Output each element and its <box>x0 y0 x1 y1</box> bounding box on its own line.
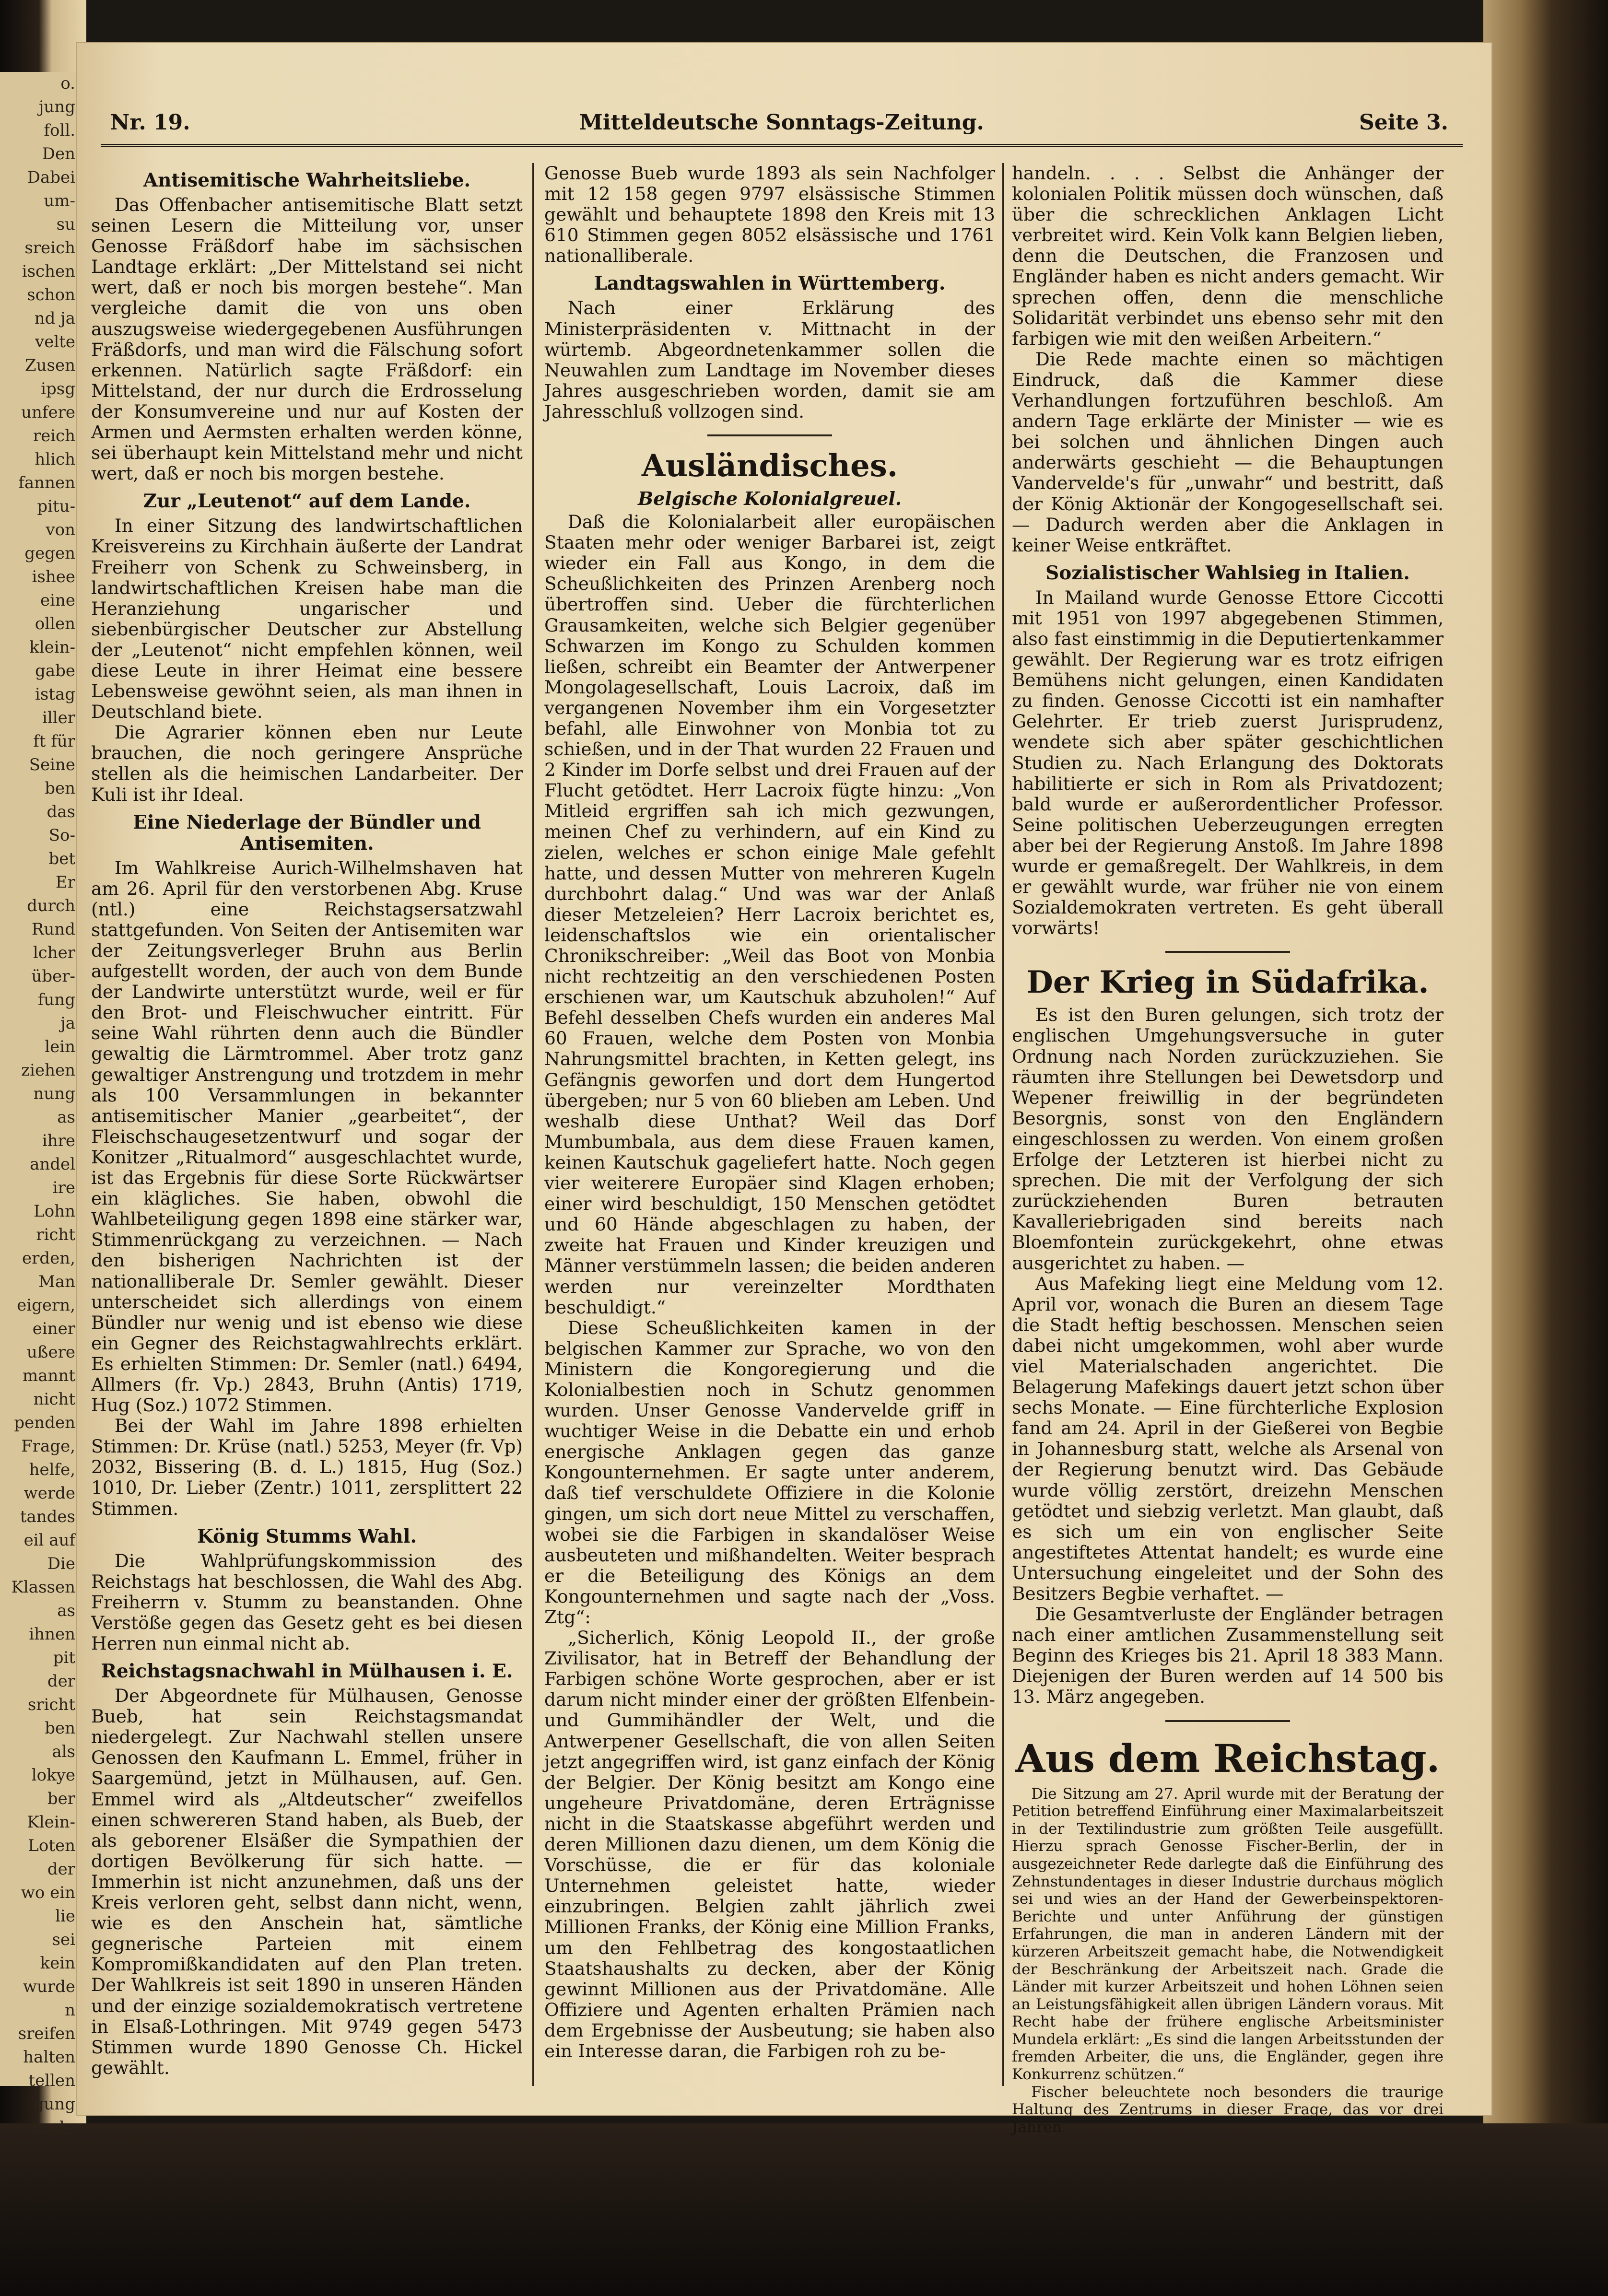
article-paragraph: Die Sitzung am 27. April wurde mit der Beratung der Petition betreffend Einführung einer Maximalarbeitszeit in der Textilindustrie zum größten Teile ausgefüllt. Hierzu sprach Genosse Fischer-Berlin, der in ausgezeichneter Rede darlegte daß die Einführung des Zehnstundentages in dieser Industrie durchaus möglich sei und wies an der Hand der Gewerbeinspektoren-Berichte und unter Anführung der günstigen Erfahrungen, die man in anderen Ländern mit der kürzeren Arbeitszeit gemacht habe, die Notwendigkeit der Beschränkung der Arbeitszeit nach. Grade die Länder mit kurzer Arbeitszeit und hohen Löhnen seien an Leistungsfähigkeit allen übrigen Ländern voraus. Mit Recht habe der frühere englische Arbeitsminister Mundela erklärt: „Es sind die langen Arbeitsstunden der fremden Arbeiter, die uns, die Engländer, gegen ihre Konkurrenz schützen.“ <box>1012 1785 1444 2084</box>
article-paragraph: Genosse Bueb wurde 1893 als sein Nachfolger mit 12 158 gegen 9797 elsässische Stimmen gewählt und behauptete 1898 den Kreis mit 13 610 Stimmen gegen 8052 elsässische und 1761 nationalliberale. <box>544 163 995 267</box>
article-heading: König Stumms Wahl. <box>197 1525 417 1547</box>
article-paragraph: Im Wahlkreise Aurich-Wilhelmshaven hat am 26. April für den verstorbenen Abg. Kruse (ntl.) eine Reichstagsersatzwahl stattgefunden. Von Seiten der Antisemiten war der Zeitungsverleger Bruhn aus Berlin aufgestellt worden, der auch von dem Bunde der Landwirte unterstützt wurde, weil er für den Brot- und Fleischwucher eintritt. Für seine Wahl rührten denn auch die Bündler gewaltig die Lärmtrommel. Aber trotz ganz gewaltiger Anstrengung und trotzdem in mehr als 100 Versammlungen in bekannter antisemitischer Manier „gearbeitet“, der Fleischschaugesetzentwurf und sogar der Konitzer „Ritualmord“ ausgeschlachtet wurde, ist das Ergebnis für diese Sorte Rückwärtser ein klägliches. Sie haben, obwohl die Wahlbeteiligung gegen 1898 eine stärker war, Stimmenrückgang zu verzeichnen. — Nach den bisherigen Nachrichten ist der nationalliberale Dr. Semler gewählt. Dieser unterscheidet sich allerdings von einem Bündler nur wenig und ist ebenso wie diese ein Gegner des Reichstagwahlrechts erklärt. Es erhielten Stimmen: Dr. Semler (natl.) 6494, Allmers (fr. Vp.) 2843, Bruhn (Antis) 1719, Hug (Soz.) 1072 Stimmen. <box>91 857 523 1416</box>
article-heading: Landtagswahlen in Württemberg. <box>594 272 946 295</box>
neighbor-page-fragment: Die <box>47 1554 75 1573</box>
neighbor-page-fragment: as <box>57 1601 75 1620</box>
article-paragraph: Diese Scheußlichkeiten kamen in der belgischen Kammer zur Sprache, wo von den Ministern die Kongoregierung und die Kolonialbestien noch in Schutz genommen wurden. Unser Genosse Vandervelde griff in wuchtiger Weise in die Debatte ein und erhob energische Anklagen gegen das ganze Kongounternehmen. Er sagte unter anderem, daß tief verschuldete Offiziere in die Kolonie gingen, um sich dort neue Mittel zu verschaffen, wobei sie die Farbigen in skandalöser Weise ausbeuteten und mißhandelten. Weiter besprach er die Beteiligung des Königs an dem Kongounternehmen und sagte nach der „Voss. Ztg“: <box>544 1317 995 1628</box>
neighbor-page-fragment: ft für <box>33 732 75 751</box>
article-paragraph: Die Rede machte einen so mächtigen Eindruck, daß die Kammer diese Verhandlungen fortzuführen beschloß. Am andern Tage erklärte der Minister — wie es bei solchen und ähnlichen Dingen auch anderwärts geschieht — die Behauptungen Vandervelde's für „unwahr“ und bestritt, daß der König Aktionär der Kongogesellschaft sei. — Dadurch werden aber die Anklagen in keiner Weise entkräftet. <box>1012 348 1444 556</box>
neighbor-page-fragment: kein <box>40 1954 75 1973</box>
column-rule <box>532 163 534 2086</box>
article-paragraph: Daß die Kolonialarbeit aller europäischen Staaten mehr oder weniger Barbarei ist, zeigt wieder ein Fall aus Kongo, in dem die Scheußlichkeiten des Prinzen Arenberg noch übertroffen sind. Ueber die fürchterlichen Grausamkeiten, welche sich Belgier gegenüber Schwarzen im Kongo zu Schulden kommen ließen, schreibt ein Beamter der Antwerpener Mongolagesellschaft, Louis Lacroix, daß im vergangenen November ihm ein Vorgesetzter befahl, alle Einwohner von Monbia tot zu schießen, und in der That wurden 22 Frauen und 2 Kinder im Dorfe selbst und drei Frauen auf der Flucht getödtet. Herr Lacroix fügte hinzu: „Von Mitleid ergriffen sah ich mich gezwungen, meinen Chef zu verhindern, auf ein Kind zu zielen, welches er schon einige Male gefehlt hatte, und dessen Mutter von mehreren Kugeln durchbohrt dalag.“ Und was war der Anlaß dieser Metzeleien? Herr Lacroix berichtet es, leidenschaftslos wie ein orientalischer Chronikschreiber: „Weil das Boot von Monbia nicht rechtzeitig an den verschiedenen Posten erschienen war, um Kautschuk abzuholen!“ Auf Befehl desselben Chefs wurden ein anderes Mal 60 Frauen, welche dem Posten von Monbia Nahrungsmittel brachten, in Ketten gelegt, ins Gefängnis geworfen und dort dem Hungertod übergeben; nur 5 von 60 blieben am Leben. Und weshalb diese Unthat? Weil das Dorf Mumbumbala, aus dem diese Frauen kamen, keinen Kautschuk gageliefert hatte. Noch gegen vier weiterere Europäer sind Klagen erhoben; einer wird beschuldigt, 150 Menschen getödtet und 60 Hände abgeschlagen zu haben, der zweite hat Frauen und Kinder kreuzigen und Männer verstümmeln lassen; die beiden anderen werden nur vereinzelter Mordthaten beschuldigt.“ <box>544 511 995 1318</box>
article-heading: Sozialistischer Wahlsieg in Italien. <box>1045 562 1410 584</box>
article-paragraph: Die Gesamtverluste der Engländer betragen nach einer amtlichen Zusammenstellung seit Beginn des Krieges bis 21. April 18 383 Mann. Diejenigen der Buren werden auf 14 500 bis 13. März angegeben. <box>1012 1604 1444 1708</box>
article-heading: Zur „Leutenot“ auf dem Lande. <box>143 490 471 513</box>
neighbor-page-fragment: ben <box>45 1719 75 1738</box>
neighbor-page-fragment: werde <box>23 1484 75 1503</box>
neighbor-page-fragment: unfere <box>21 403 75 422</box>
neighbor-page-fragment: ollen <box>35 614 75 633</box>
neighbor-page-fragment: reich <box>33 426 75 445</box>
neighbor-page-fragment: istag <box>35 685 75 704</box>
article-paragraph: Der Abgeordnete für Mülhausen, Genosse Bueb, hat sein Reichstagsmandat niedergelegt. Zur Nachwahl stellen unsere Genossen den Kaufmann L. Emmel, früher in Saargemünd, jetzt in Mülhausen, auf. Gen. Emmel wird als „Altdeutscher“ zweifellos einen schwereren Stand haben, als Bueb, der als geborener Elsäßer die Sympathien der dortigen Bevölkerung für sich hatte. — Immerhin ist nicht anzunehmen, daß uns der Kreis verloren geht, selbst dann nicht, wenn, wie es den Anschein hat, sämtliche gegnerische Parteien mit einem Kompromißkandidaten auf den Plan treten. Der Wahlkreis ist seit 1890 in unseren Händen und der einzige sozialdemokratisch vertretene in Elsaß-Lothringen. Mit 9749 gegen 5473 Stimmen wurde 1890 Genosse Ch. Hickel gewählt. <box>91 1685 523 2078</box>
neighbor-page-fragment: ihre <box>42 1131 75 1150</box>
neighbor-page-fragment: von <box>46 520 75 539</box>
column-3 <box>1012 163 1444 2136</box>
column-rule <box>1002 163 1004 2086</box>
article-paragraph: Aus Mafeking liegt eine Meldung vom 12. April vor, wonach die Buren an diesem Tage die Stadt heftig beschossen. Menschen seien dabei nicht umgekommen, wohl aber wurde viel Materialschaden angerichtet. Die Belagerung Mafekings dauert jetzt schon über sechs Monate. — Eine fürchterliche Explosion fand am 24. April in der Gießerei von Begbie in Johannesburg statt, welche als Arsenal von der Regierung benutzt wird. Das Gebäude wurde völlig zerstört, dreizehn Menschen getödtet und siebzig verletzt. Man glaubt, daß es sich um ein von englischer Seite angestiftetes Attentat handelt; es wurde eine Untersuchung eingeleitet und der Sohn des Besitzers Begbie verhaftet. — <box>1012 1273 1444 1604</box>
neighbor-page-fragment: Klassen <box>11 1578 75 1597</box>
neighbor-page-fragment: wo ein <box>21 1883 75 1902</box>
neighbor-page-fragment: Klein- <box>27 1813 75 1832</box>
neighbor-page-fragment: lie <box>55 1907 75 1926</box>
neighbor-page-fragment: schon <box>27 285 75 305</box>
neighbor-page-fragment: ja <box>60 1014 75 1033</box>
neighbor-page-fragment: wurde <box>23 1977 75 1996</box>
article-paragraph: Nach einer Erklärung des Ministerpräsidenten v. Mittnacht in der würtemb. Abgeordnetenkammer sollen die Neuwahlen zum Landtage im November dieses Jahres ausgeschrieben worden, damit sie am Jahresschluß vollzogen sind. <box>544 297 995 422</box>
neighbor-page-fragment: su <box>56 215 75 234</box>
neighbor-page-fragment: ußere <box>26 1343 75 1362</box>
neighbor-page-fragment: Seine <box>29 755 75 774</box>
section-heading: Ausländisches. <box>641 448 898 484</box>
neighbor-page-fragment: ishee <box>32 567 75 586</box>
article-paragraph: „Sicherlich, König Leopold II., der große Zivilisator, hat in Betreff der Behandlung der Farbigen schöne Worte gesprochen, aber er ist darum nicht minder einer der größten Elfenbein- und Gummihändler der Welt, und die Antwerpener Gesellschaft, die von allen Seiten jetzt angegriffen wird, ist ganz einfach der König der Belgier. Der König besitzt am Kongo eine ungeheure Privatdomäne, deren Erträgnisse nicht in die Staatskasse abgeführt werden und deren Millionen dazu dienen, um dem König die Vorschüsse, die er für das koloniale Unternehmen geleistet hatte, wieder einzubringen. Belgien zahlt jährlich zwei Millionen Franks, der König eine Million Franks, um den Fehlbetrag des kongostaatlichen Staatshaushalts zu decken, aber der König gewinnt Millionen aus der Privatdomäne. Alle Offiziere und Agenten erhalten Prämien nach dem Ergebnisse der Ausbeutung; sie haben also ein Interesse daran, die Farbigen roh zu be- <box>544 1627 995 2062</box>
section-heading: Aus dem Reichstag. <box>1015 1735 1440 1781</box>
neighbor-page-fragment: sreich <box>24 238 75 258</box>
article-subheading: Belgische Kolonialgreuel. <box>638 488 902 510</box>
neighbor-page-fragment: nd ja <box>34 309 75 328</box>
neighbor-page-fragment: lein <box>45 1037 75 1056</box>
neighbor-page-fragment: ziehen <box>21 1061 75 1080</box>
column-1 <box>91 163 523 2086</box>
neighbor-page-fragment: gabe <box>35 661 75 680</box>
newspaper-page <box>77 43 1491 2136</box>
neighbor-page-fragment: n <box>65 2001 75 2020</box>
neighbor-page-fragment: erden, <box>22 1249 75 1268</box>
neighbor-page-fragment: mannt <box>23 1366 75 1385</box>
article-paragraph: In Mailand wurde Genosse Ettore Ciccotti mit 1951 von 1997 abgegebenen Stimmen, also fast einstimmig in die Deputiertenkammer gewählt. Der Regierung war es trotz eifrigen Bemühens nicht gelungen, einen Kandidaten zu finden. Genosse Ciccotti ist ein namhafter Gelehrter. Er trieb zuerst Jurisprudenz, wendete sich aber später geschichtlichen Studien zu. Nach Erlangung des Doktorats habilitierte er sich in Rom als Privatdozent; bald wurde er außerordentlicher Professor. Seine politischen Ueberzeugungen erregten aber bei der Regierung Anstoß. Im Jahre 1898 wurde er gemaßregelt. Der Wahlkreis, in dem er gewählt wurde, war früher nie von einem Sozialdemokraten vertreten. Es geht überall vorwärts! <box>1012 586 1444 939</box>
scan-right-edge <box>1483 0 1608 2296</box>
neighbor-page-fragment: richt <box>36 1225 75 1244</box>
article-paragraph: Bei der Wahl im Jahre 1898 erhielten Stimmen: Dr. Krüse (natl.) 5253, Meyer (fr. Vp) 2032, Bissering (B. d. L.) 1815, Hug (Soz.) 1010, Dr. Lieber (Zentr.) 1011, zersplittert 22 Stimmen. <box>91 1415 523 1519</box>
neighbor-page-fragment: klein- <box>29 638 75 657</box>
neighbor-page-fragment: als <box>52 1742 75 1761</box>
neighbor-page-fragment: über- <box>31 967 75 986</box>
column-2 <box>544 163 995 2086</box>
neighbor-page-fragment: gung <box>33 2095 75 2114</box>
neighbor-page-fragment: Frage, <box>21 1437 75 1456</box>
article-heading: Reichstagsnachwahl in Mülhausen i. E. <box>101 1660 513 1683</box>
neighbor-page-fragment: Loten <box>28 1836 75 1855</box>
neighbor-page-fragment: durch <box>27 896 75 915</box>
neighbor-page-fragment: iller <box>42 708 75 727</box>
neighbor-page-fragment: nung <box>33 1084 75 1103</box>
neighbor-page-fragment: der <box>47 1860 75 1879</box>
neighbor-page-fragment: penden <box>14 1413 75 1432</box>
neighbor-page-fragment: bet <box>48 849 75 868</box>
article-paragraph: Das Offenbacher antisemitische Blatt setzt seinen Lesern die Mitteilung vor, unser Genosse Fräßdorf habe im sächsischen Landtage erklärt: „Der Mittelstand sei nicht wert, daß er noch bis morgen bestehe“. Man vergleiche damit die von uns oben auszugsweise wiedergegebenen Ausführungen Fräßdorfs, und man wird die Fälschung sofort erkennen. Natürlich sagte Fräßdorf: ein Mittelstand, der nur durch die Erdrosselung der Konsumvereine und nur auf Kosten der Armen und Aermsten erhalten werden könne, sei überhaupt kein Mittelstand mehr und nicht wert, daß er noch bis morgen bestehe. <box>91 194 523 484</box>
neighbor-page-fragment: lokye <box>31 1766 75 1785</box>
neighbor-page-fragment: Rund <box>31 920 75 939</box>
neighbor-page-fragment: ire <box>52 1178 75 1197</box>
neighbor-page-fragment: Den <box>42 144 75 164</box>
neighbor-page-fragment: fung <box>37 990 75 1009</box>
section-heading: Der Krieg in Südafrika. <box>1026 964 1429 1001</box>
article-paragraph: In einer Sitzung des landwirtschaftlichen Kreisvereins zu Kirchhain äußerte der Landrat Freiherr von Schenk zu Schweinsberg, in landwirtschaftlichen Kreisen habe man die Heranziehung ungarischer und siebenbürgischer Deutscher zur Abstellung der „Leutenot“ nicht empfehlen können, weil diese Leute in ihrer Heimat eine bessere Lebensweise gewöhnt seien, als man ihnen in Deutschland biete. <box>91 515 523 723</box>
scan-bottom-edge <box>0 2123 1608 2296</box>
article-paragraph: Die Wahlprüfungskommission des Reichstags hat beschlossen, die Wahl des Abg. Freiherrn v. Stumm zu beanstanden. Ohne Verstöße gegen das Gesetz geht es bei diesen Herren nun einmal nicht ab. <box>91 1550 523 1654</box>
section-separator <box>1165 1720 1290 1722</box>
article-paragraph: handeln. . . . Selbst die Anhänger der kolonialen Politik müssen doch wünschen, daß über die schrecklichen Anklagen Licht verbreitet wird. Kein Volk kann Belgien lieben, denn die Deutschen, die Franzosen und Engländer haben es nicht anders gemacht. Wir sprechen offen, denn die menschliche Solidarität verbindet uns ebenso sehr mit den farbigen wie mit den weißen Arbeitern.“ <box>1012 163 1444 349</box>
neighbor-page-fragment: ihnen <box>29 1625 75 1644</box>
neighbor-page-fragment: Zusen <box>25 356 75 375</box>
neighbor-page-fragment: Dabei <box>27 168 75 187</box>
neighbor-page-fragment: ipsg <box>41 379 75 398</box>
neighbor-page-fragment: tandes <box>20 1507 75 1526</box>
neighbor-page-fragment: das <box>47 802 75 821</box>
neighbor-page-fragment: sricht <box>27 1695 75 1714</box>
neighbor-page-fragment: as <box>57 1108 75 1127</box>
neighbor-page-fragment: Man <box>38 1272 75 1291</box>
page-number: Seite 3. <box>1359 110 1448 135</box>
issue-number: Nr. 19. <box>110 110 190 135</box>
neighbor-page-fragment: andel <box>30 1155 75 1174</box>
neighbor-page-strip <box>0 72 79 2137</box>
article-paragraph: Fischer beleuchtete noch besonders die traurige Haltung des Zentrums in dieser Frage, das vor drei Jahren <box>1012 2083 1444 2136</box>
neighbor-page-fragment: foll. <box>44 121 75 140</box>
small-print-block <box>1012 1785 1444 2136</box>
neighbor-page-fragment: eine <box>40 591 75 610</box>
article-heading: Eine Niederlage der Bündler und Antisemiten. <box>133 811 481 855</box>
paper-title: Mitteldeutsche Sonntags-Zeitung. <box>579 110 984 135</box>
neighbor-page-fragment: ischen <box>22 262 75 281</box>
neighbor-page-fragment: pit <box>53 1648 75 1667</box>
neighbor-page-fragment: urch- <box>32 2118 75 2137</box>
neighbor-page-fragment: pitu- <box>37 497 75 516</box>
neighbor-page-fragment: sei <box>52 1930 75 1949</box>
neighbor-page-fragment: ben <box>45 779 75 798</box>
section-separator <box>1165 951 1290 953</box>
neighbor-page-fragment: um- <box>44 191 75 211</box>
neighbor-page-fragment: sreifen <box>18 2024 75 2043</box>
neighbor-page-fragment: der <box>47 1672 75 1691</box>
neighbor-page-fragment: hlich <box>35 450 75 469</box>
neighbor-page-fragment: tellen <box>28 2071 75 2090</box>
neighbor-page-fragment: So- <box>48 826 75 845</box>
neighbor-page-fragment: Er <box>55 873 75 892</box>
neighbor-page-fragment: nicht <box>33 1390 75 1409</box>
article-paragraph: Die Agrarier können eben nur Leute brauchen, die noch geringere Ansprüche stellen als die heimischen Landarbeiter. Der Kuli ist ihr Ideal. <box>91 722 523 805</box>
neighbor-page-fragment: eil auf <box>23 1531 75 1550</box>
neighbor-page-fragment: fannen <box>18 473 75 492</box>
neighbor-page-fragment: velte <box>35 332 75 351</box>
neighbor-page-fragment: Lohn <box>34 1202 75 1221</box>
neighbor-page-fragment: ber <box>47 1789 75 1808</box>
neighbor-page-fragment: helfe, <box>29 1460 75 1479</box>
neighbor-page-fragment: o. <box>60 74 75 93</box>
section-separator <box>707 434 832 436</box>
neighbor-page-fragment: gegen <box>24 544 75 563</box>
page-header <box>101 105 1463 147</box>
article-heading: Antisemitische Wahrheitsliebe. <box>143 169 471 191</box>
neighbor-page-fragment: lcher <box>33 943 75 962</box>
neighbor-page-fragment: jung <box>38 97 75 117</box>
neighbor-page-fragment: halten <box>23 2048 75 2067</box>
neighbor-page-fragment: eigern, <box>17 1296 75 1315</box>
article-paragraph: Es ist den Buren gelungen, sich trotz der englischen Umgehungsversuche in guter Ordnung nach Norden zurückzuziehen. Sie räumten ihre Stellungen bei Dewetsdorp und Wepener freiwillig in der begründeten Besorgnis, sonst von den Engländern eingeschlossen zu werden. Von einem großen Erfolge der Letzteren ist hierbei nicht zu sprechen. Die mit der Verfolgung der sich zurückziehenden Buren betrauten Kavalleriebrigaden sind bereits nach Bloemfontein zurückgekehrt, ohne etwas ausgerichtet zu haben. — <box>1012 1004 1444 1274</box>
neighbor-page-fragment: einer <box>32 1319 75 1338</box>
